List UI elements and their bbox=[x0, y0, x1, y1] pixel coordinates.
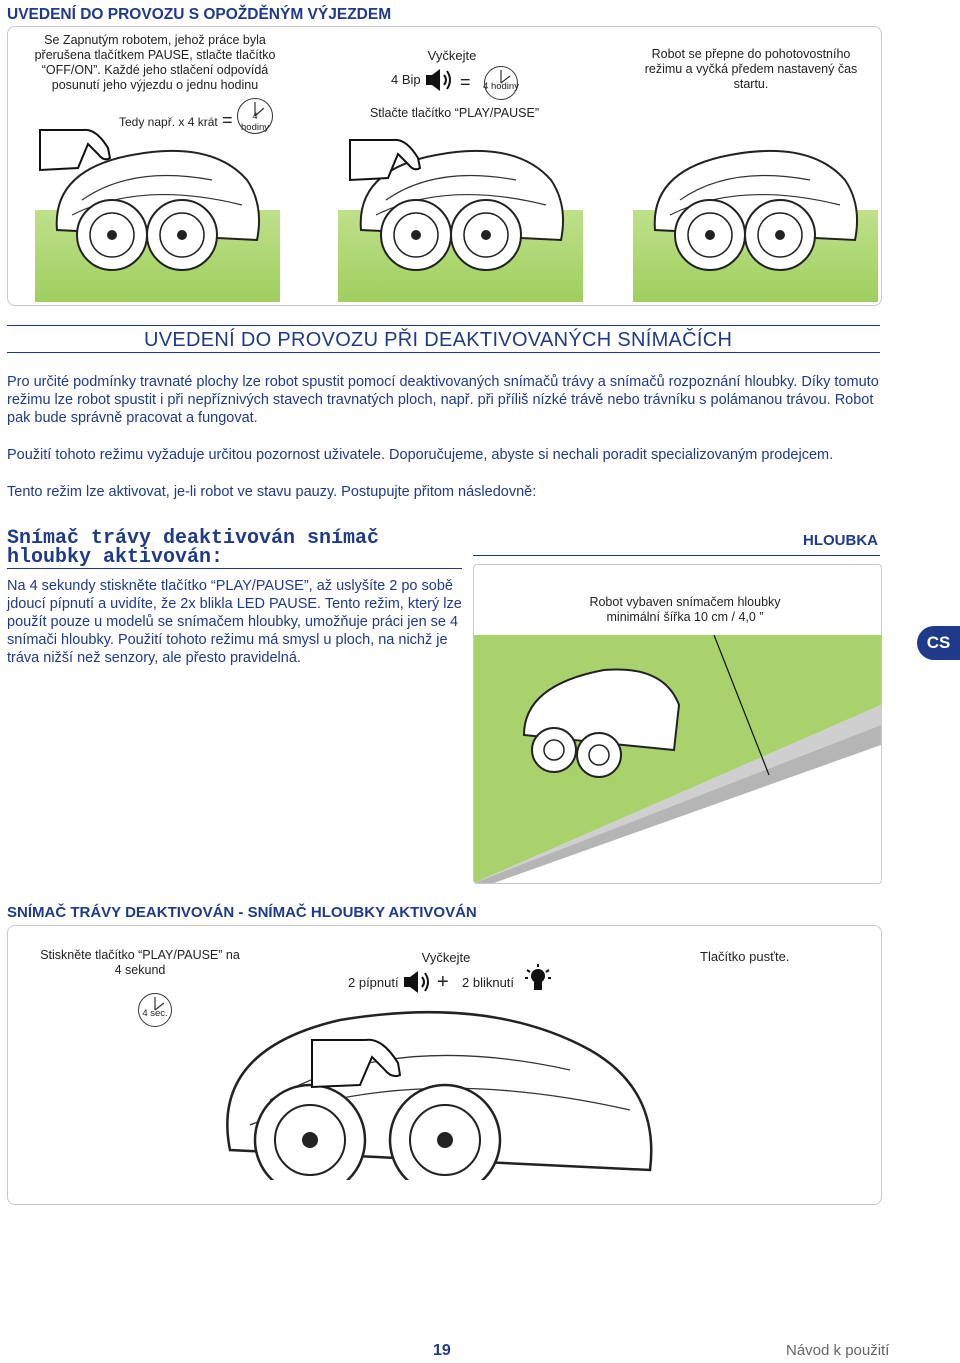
section2-heading: UVEDENÍ DO PROVOZU PŘI DEAKTIVOVANÝCH SNÍMAČÍCH bbox=[144, 329, 733, 351]
section1-example-text: Tedy např. x 4 krát bbox=[119, 115, 218, 129]
sub-heading: Snímač trávy deaktivován snímač hloubky aktivován: bbox=[7, 527, 380, 569]
clock3-label: 4 sec. bbox=[142, 1008, 168, 1019]
section2-para2: Použití tohoto režimu vyžaduje určitou pozornost uživatele. Doporučujeme, abyste si nechali poradit specializovaným prodejcem. bbox=[7, 447, 834, 463]
robot-illustration-3 bbox=[640, 140, 870, 275]
beeps-label: 2 pípnutí bbox=[348, 975, 399, 990]
page-number: 19 bbox=[433, 1342, 451, 1359]
section1-heading: UVEDENÍ DO PROVOZU S OPOŽDĚNÝM VÝJEZDEM bbox=[7, 6, 392, 23]
speaker-icon bbox=[424, 66, 454, 94]
section2-para3: Tento režim lze aktivovat, je-li robot ve stavu pauzy. Postupujte přitom následovně: bbox=[7, 484, 537, 500]
section2-rule-top bbox=[7, 325, 880, 326]
beep-label: 4 Bip bbox=[391, 72, 421, 87]
clock-icon-4h-wait bbox=[484, 66, 518, 100]
hand-icon-1 bbox=[38, 108, 118, 178]
sub-paragraph: Na 4 sekundy stiskněte tlačítko “PLAY/PAUSE”, až uslyšíte 2 po sobě jdoucí pípnutí a uvidíte, že 2x blikla LED PAUSE. Tento režim, který lze použít pouze u modelů se snímačem hloubky, umožňuje práci jen se 4 snímači hloubky. Použití tohoto režimu má smysl u ploch, na nichž je tráva nižší než senzory, ale přesto pravidelná. bbox=[7, 578, 462, 666]
hand-icon-3 bbox=[310, 1015, 410, 1095]
depth-title-rule bbox=[473, 555, 880, 556]
section2-rule-bottom bbox=[7, 352, 880, 353]
section1-right-caption: Robot se přepne do pohotovostního režimu a vyčká předem nastavený čas startu. bbox=[644, 47, 858, 91]
clock1-label: 4 hodiny bbox=[241, 111, 269, 133]
release-label: Tlačítko pusťte. bbox=[700, 949, 790, 964]
section1-equals: = bbox=[222, 110, 233, 130]
press-label-1: Stlačte tlačítko “PLAY/PAUSE” bbox=[369, 106, 540, 120]
clock-icon-4h bbox=[237, 98, 273, 134]
section2-para1: Pro určité podmínky travnaté plochy lze robot spustit pomocí deaktivovaných snímačů trávy a snímačů rozpoznání hloubky. Díky tomuto režimu lze robot spustit i při nepříznivých stavech travnatých ploch, např. při příliš nízké trávě nebo trávníku s polámanou trávou. Robot pak bude správně pracovat a fungovat. bbox=[7, 374, 879, 426]
hand-icon-2 bbox=[348, 118, 428, 188]
section1-left-caption: Se Zapnutým robotem, jehož práce byla přerušena tlačítkem PAUSE, stlačte tlačítko “OFF/ON”. Každé jeho stlačení odpovídá posunutí jeho výjezdu o jednu hodinu bbox=[34, 33, 276, 92]
manual-label: Návod k použití bbox=[786, 1342, 890, 1359]
plus-sign: + bbox=[437, 971, 449, 993]
clock-icon-4sec bbox=[138, 993, 172, 1027]
language-tab-cs: CS bbox=[917, 626, 960, 660]
press-caption-4sec: Stiskněte tlačítko “PLAY/PAUSE” na 4 sekund bbox=[40, 948, 240, 977]
blinks-label: 2 bliknutí bbox=[462, 975, 515, 990]
section1-equals-2: = bbox=[460, 72, 471, 92]
wait-label-1: Vyčkejte bbox=[427, 48, 477, 63]
section3-heading: SNÍMAČ TRÁVY DEAKTIVOVÁN - SNÍMAČ HLOUBKY AKTIVOVÁN bbox=[7, 904, 477, 921]
robot-illustration-large bbox=[190, 990, 700, 1180]
sub-heading-rule bbox=[7, 568, 462, 569]
clock2-label: 4 hodiny bbox=[483, 81, 519, 92]
depth-caption: Robot vybaven snímačem hloubky minimální šířka 10 cm / 4,0 ” bbox=[589, 595, 781, 624]
depth-title: HLOUBKA bbox=[803, 532, 878, 549]
wait-label-2: Vyčkejte bbox=[421, 950, 471, 965]
